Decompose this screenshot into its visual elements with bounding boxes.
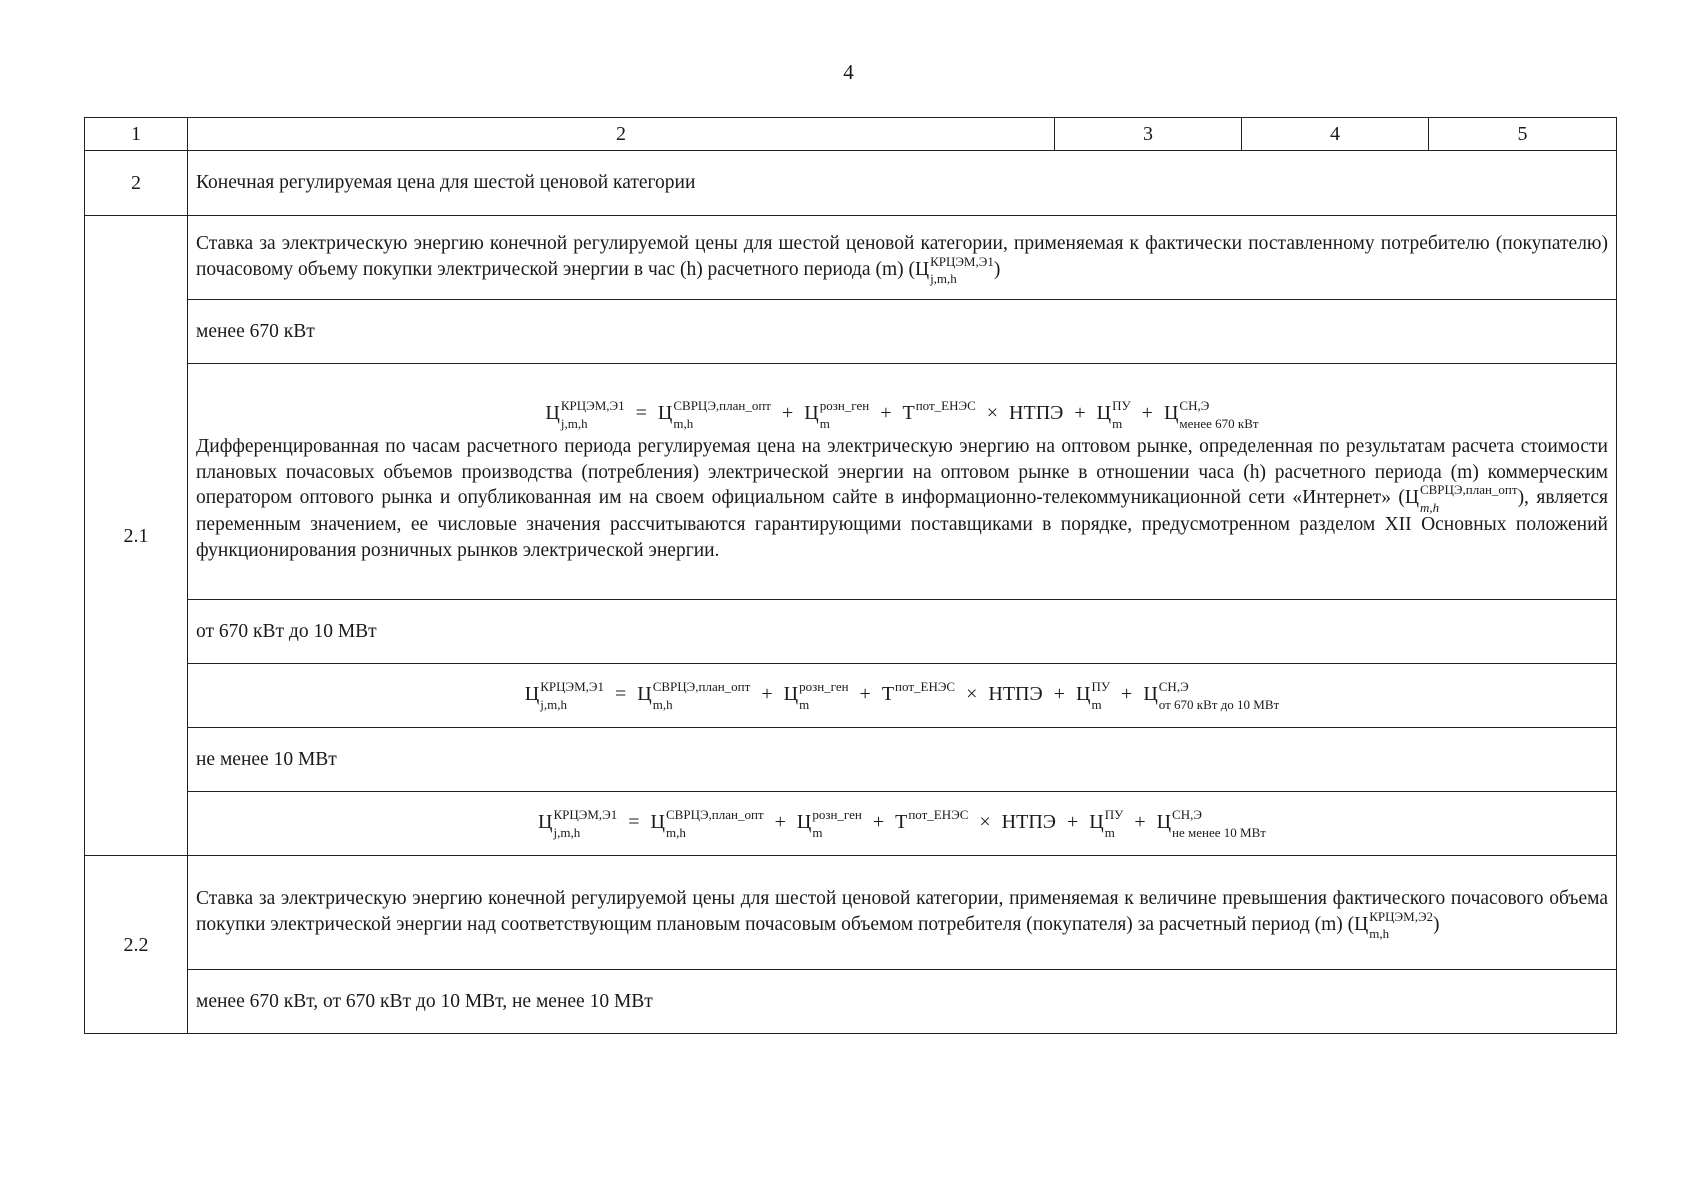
row-2-2-title-row	[85, 856, 1617, 970]
row-2-1-title-text: Ставка за электрическую энергию конечной регулируемой цены для шестой ценовой категории, применяемая к фактически поставленному потребителю (покупателю) почасовому объему покупки электрической энергии в час (h) расчетного периода (m) (Ц	[196, 233, 1608, 280]
formula-3: Ц КРЦЭМ,Э1 j,m,h = Ц СВРЦЭ,план_опт m,h + Ц розн_ген m + Т пот_ЕНЭС × НТПЭ + Ц ПУ m + Ц СН,Э не менее 10 МВт	[188, 792, 1617, 856]
row-2	[85, 151, 1617, 216]
header-col-2: 2	[188, 118, 1055, 151]
row-2-1-band-3	[85, 728, 1617, 792]
header-col-5: 5	[1429, 118, 1617, 151]
page-number: 4	[843, 60, 854, 84]
row-2-title: Конечная регулируемая цена для шестой ценовой категории	[188, 151, 1617, 216]
row-2-2-bands-row	[85, 970, 1617, 1034]
formula-1: Ц КРЦЭМ,Э1 j,m,h = Ц СВРЦЭ,план_опт m,h + Ц розн_ген m + Т пот_ЕНЭС × НТПЭ + Ц ПУ m + Ц СН,Э менее 670 кВт	[545, 397, 1259, 431]
row-2-1-band-1	[85, 300, 1617, 364]
row-2-1-formula-3-row	[85, 792, 1617, 856]
header-col-4: 4	[1242, 118, 1429, 151]
band-3-label: не менее 10 МВт	[188, 728, 1617, 792]
band-2-label: от 670 кВт до 10 МВт	[188, 600, 1617, 664]
formula-1-cell	[188, 364, 1617, 600]
header-row	[85, 118, 1617, 151]
row-2-2-number: 2.2	[85, 856, 188, 1034]
header-col-3: 3	[1055, 118, 1242, 151]
tariff-table	[84, 117, 1617, 1034]
row-2-2-title: Ставка за электрическую энергию конечной регулируемой цены для шестой ценовой категории, применяемая к величине превышения фактического почасового объема покупки электрической энергии над соответствующим плановым почасовым объемом потребителя (покупателя) за расчетный период (m) (Ц КРЦЭМ,Э2 m,h )	[188, 856, 1617, 970]
row-2-number: 2	[85, 151, 188, 216]
row-2-2-bands: менее 670 кВт, от 670 кВт до 10 МВт, не менее 10 МВт	[188, 970, 1617, 1034]
row-2-1-title	[188, 216, 1617, 300]
row-2-1-number: 2.1	[85, 216, 188, 856]
formula-description: Дифференцированная по часам расчетного периода регулируемая цена на электрическую энергию на оптовом рынке, определенная по результатам расчета стоимости плановых почасовых объемов производства (потребления) электрической энергии на оптовом рынке в отношении часа (h) расчетного периода (m) коммерческим оператором оптового рынка и опубликованная им на своем официальном сайте в информационно-телекоммуникационной сети «Интернет» (Ц СВРЦЭ,план_опт m,h ), является переменным значением, ее числовые значения рассчитываются гарантирующими поставщиками в порядке, предусмотренном разделом XII Основных положений функционирования розничных рынков электрической энергии.	[196, 436, 1609, 561]
row-2-1-title-sub: j,m,h	[930, 271, 957, 287]
row-2-1-title-close: )	[993, 258, 1001, 280]
band-1-label: менее 670 кВт	[188, 300, 1617, 364]
row-2-1-title-sup: КРЦЭМ,Э1	[930, 253, 994, 269]
row-2-1-title-row	[85, 216, 1617, 300]
header-col-1: 1	[85, 118, 188, 151]
row-2-1-formula-2-row	[85, 664, 1617, 728]
row-2-1-band-2	[85, 600, 1617, 664]
row-2-1-formula-1-row	[85, 364, 1617, 600]
formula-2: Ц КРЦЭМ,Э1 j,m,h = Ц СВРЦЭ,план_опт m,h + Ц розн_ген m + Т пот_ЕНЭС × НТПЭ + Ц ПУ m + Ц СН,Э от 670 кВт до 10 МВт	[188, 664, 1617, 728]
